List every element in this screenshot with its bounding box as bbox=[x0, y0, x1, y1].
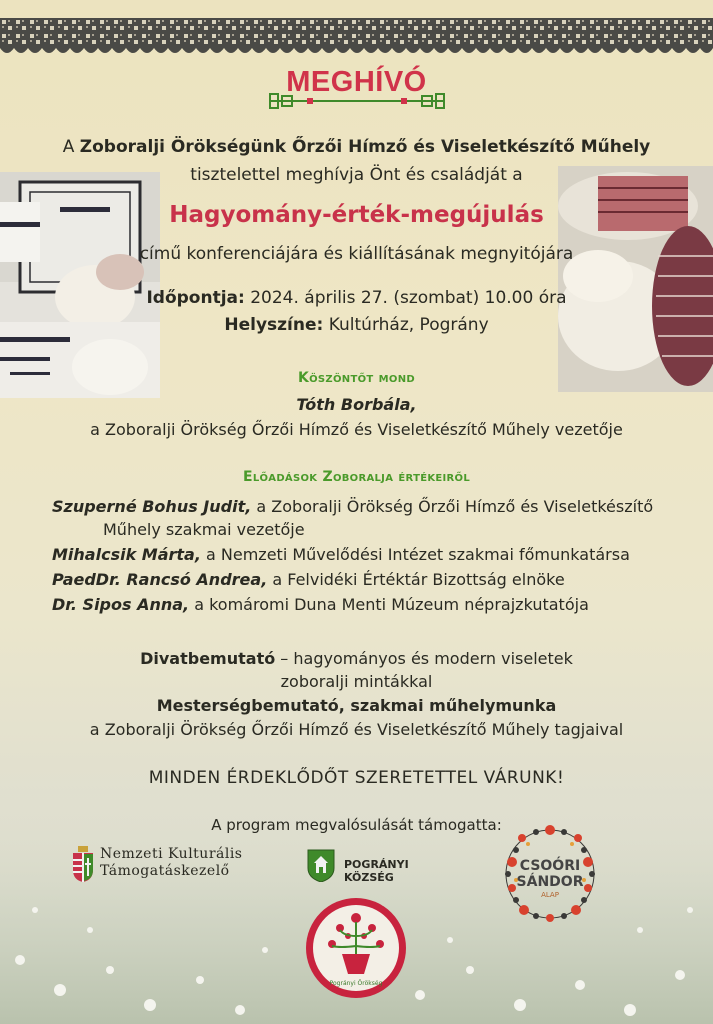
sponsor-nka-line1: Nemzeti Kulturális bbox=[100, 846, 243, 862]
heritage-emblem-caption: Pogrányi Örökség bbox=[329, 980, 383, 987]
speaker-name: Dr. Sipos Anna, bbox=[52, 595, 190, 614]
sponsor-nka-line2: Támogatáskezelő bbox=[100, 863, 230, 879]
speaker-role: a komáromi Duna Menti Múzeum néprajzkutatója bbox=[189, 595, 589, 614]
place-value: Kultúrház, Pográny bbox=[323, 315, 489, 335]
craft-demo-title: Mesterségbemutató, szakmai műhelymunka bbox=[156, 696, 557, 715]
invite-line: tisztelettel meghívja Önt és családját a bbox=[190, 165, 523, 185]
conference-subtitle: című konferenciájára és kiállításának megnyitójára bbox=[139, 244, 574, 264]
csoori-line2: SÁNDOR bbox=[516, 874, 584, 890]
greeting-heading: Köszöntőt mond bbox=[297, 370, 415, 386]
csoori-line3: ALAP bbox=[541, 891, 559, 899]
speaker-name: PaedDr. Rancsó Andrea, bbox=[52, 570, 268, 589]
craft-demo-text: a Zoboralji Örökség Őrzői Hímző és Viseletkészítő Műhely tagjaival bbox=[89, 720, 624, 739]
support-label: A program megvalósulását támogatta: bbox=[211, 816, 502, 834]
organizer-prefix: A bbox=[62, 137, 80, 157]
speaker-role: a Felvidéki Értéktár Bizottság elnöke bbox=[267, 570, 565, 589]
speaker-role: a Zoboralji Örökség Őrzői Hímző és Viseletkészítő bbox=[251, 497, 654, 516]
date-label: Időpontja: bbox=[146, 288, 245, 308]
hungarian-crest-icon bbox=[72, 846, 94, 882]
fashion-show-line2: zoboralji mintákkal bbox=[280, 672, 433, 691]
pograny-crest-icon bbox=[306, 848, 336, 882]
fashion-show-line bbox=[0, 649, 713, 668]
pograny-heritage-emblem bbox=[304, 896, 408, 1000]
invitation-title: MEGHÍVÓ bbox=[286, 66, 427, 98]
lectures-heading: Előadások Zoboralja értékeiről bbox=[242, 469, 471, 485]
fashion-show-title: Divatbemutató bbox=[140, 649, 276, 668]
speaker-item bbox=[52, 593, 692, 616]
textile-photo-right bbox=[558, 166, 713, 392]
speaker-role-continued: Műhely szakmai vezetője bbox=[103, 520, 305, 539]
place-label: Helyszíne: bbox=[224, 315, 324, 335]
greeter-role: a Zoboralji Örökség Őrzői Hímző és Viseletkészítő Műhely vezetője bbox=[90, 420, 623, 439]
speaker-name: Szuperné Bohus Judit, bbox=[52, 497, 252, 516]
date-value: 2024. április 27. (szombat) 10.00 óra bbox=[244, 288, 567, 308]
csoori-line1: CSOÓRI bbox=[519, 858, 581, 874]
date-line bbox=[0, 288, 713, 308]
fashion-show-text: – hagyományos és modern viseletek bbox=[275, 649, 573, 668]
lace-border bbox=[0, 18, 713, 58]
speaker-name: Mihalcsik Márta, bbox=[52, 545, 201, 564]
sponsor-pograny bbox=[306, 848, 446, 884]
organizer-line bbox=[0, 137, 713, 157]
sponsor-nka bbox=[72, 846, 292, 886]
speaker-list bbox=[52, 495, 692, 616]
speaker-item bbox=[52, 543, 692, 566]
sponsor-csoori bbox=[498, 822, 602, 926]
speaker-item bbox=[52, 495, 692, 541]
greeter-name: Tóth Borbála, bbox=[296, 395, 417, 414]
place-line bbox=[0, 315, 713, 335]
organizer-name: Zoboralji Örökségünk Őrzői Hímző és Viseletkészítő Műhely bbox=[79, 137, 651, 157]
speaker-role: a Nemzeti Művelődési Intézet szakmai főmunkatársa bbox=[200, 545, 630, 564]
conference-title: Hagyomány-érték-megújulás bbox=[169, 202, 544, 228]
welcome-message: MINDEN ÉRDEKLŐDŐT SZERETETTEL VÁRUNK! bbox=[148, 768, 565, 788]
speaker-item bbox=[52, 568, 692, 591]
title-ornament bbox=[262, 88, 452, 114]
sponsor-pograny-name: POGRÁNYI KÖZSÉG bbox=[344, 858, 409, 884]
